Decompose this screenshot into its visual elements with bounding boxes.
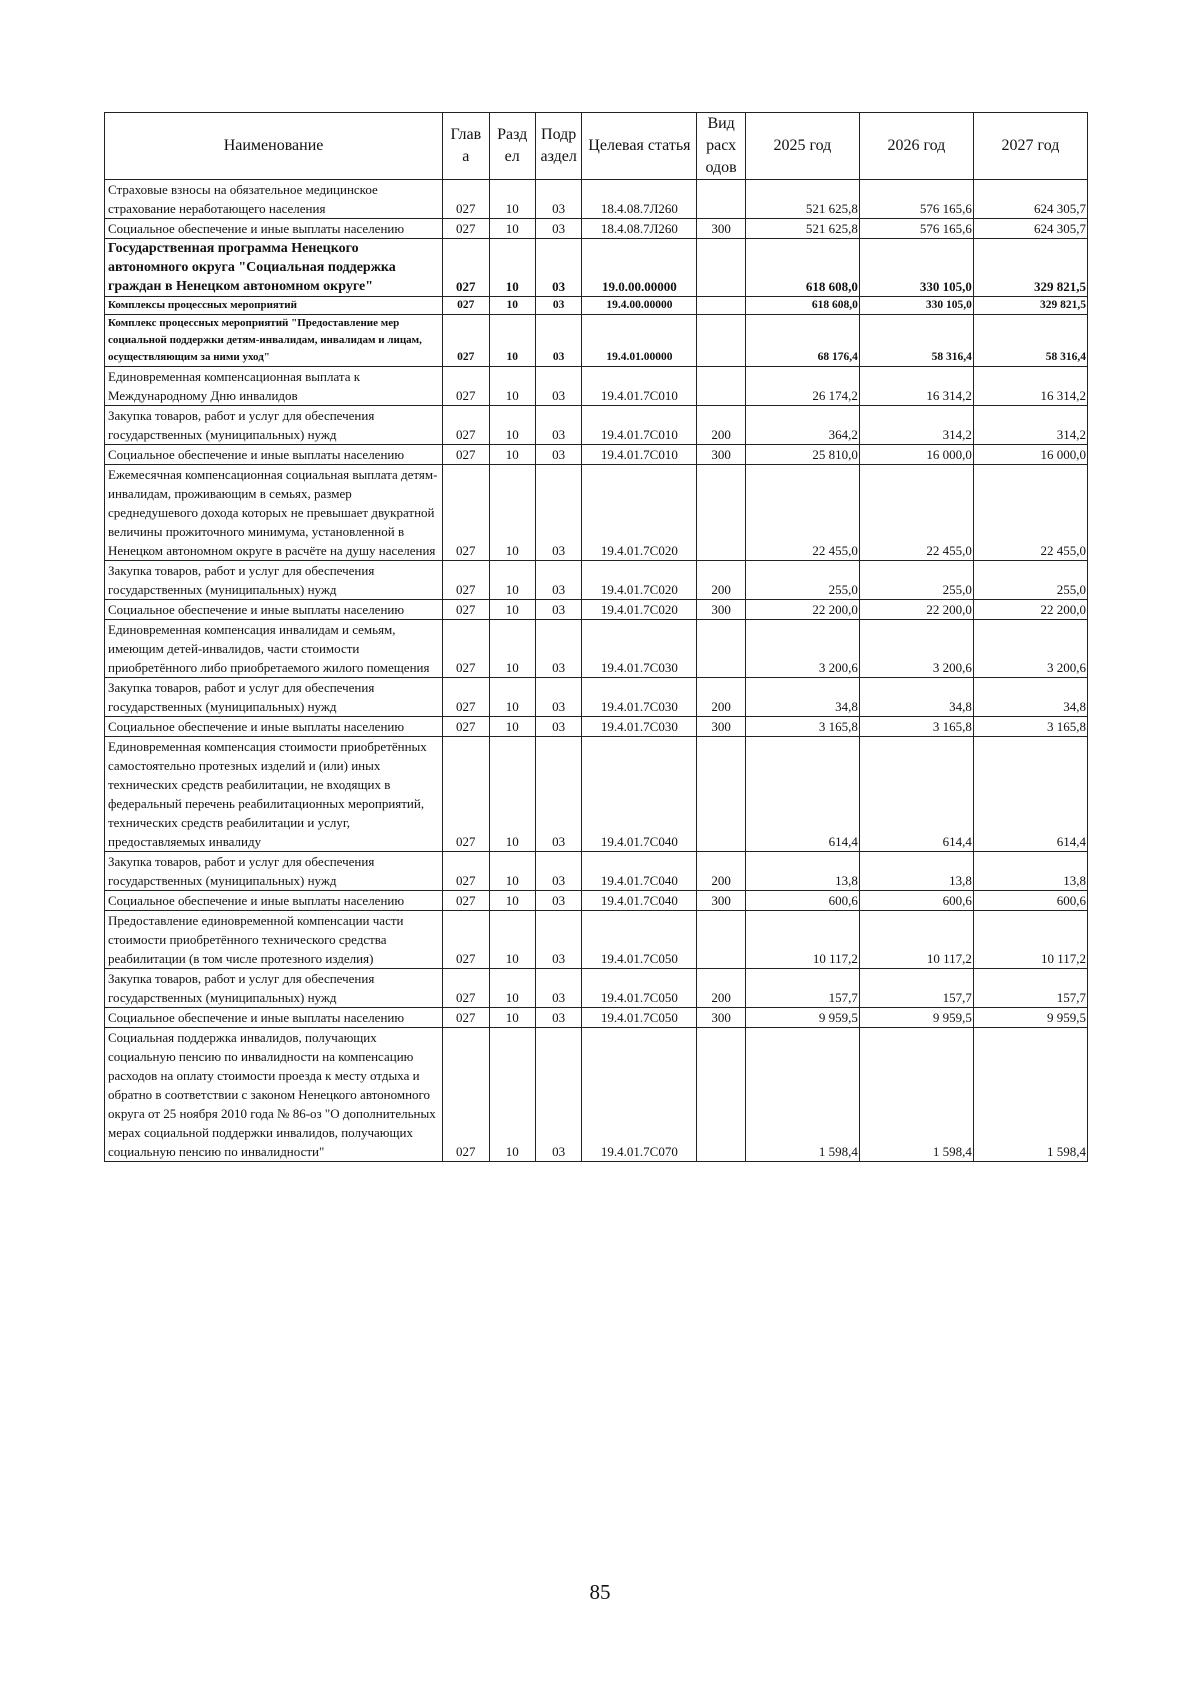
- cell-subsection: 03: [535, 737, 581, 852]
- header-2026: 2026 год: [859, 113, 973, 180]
- cell-subsection: 03: [535, 717, 581, 737]
- cell-2025: 13,8: [745, 852, 859, 891]
- cell-2026: 330 105,0: [859, 297, 973, 315]
- cell-subsection: 03: [535, 891, 581, 911]
- cell-chapter: 027: [443, 1008, 489, 1028]
- cell-target: 19.4.01.7С040: [582, 891, 697, 911]
- cell-section: 10: [489, 1008, 535, 1028]
- cell-target: 19.4.01.7С050: [582, 1008, 697, 1028]
- table-row: [105, 445, 1088, 465]
- cell-name: Социальное обеспечение и иные выплаты населению: [105, 717, 443, 737]
- cell-2025: 521 625,8: [745, 180, 859, 219]
- cell-2027: 314,2: [973, 406, 1087, 445]
- cell-subsection: 03: [535, 406, 581, 445]
- cell-2027: 329 821,5: [973, 239, 1087, 297]
- cell-2026: 3 200,6: [859, 620, 973, 678]
- cell-target: 19.4.01.7С010: [582, 445, 697, 465]
- cell-2026: 34,8: [859, 678, 973, 717]
- table-row: [105, 891, 1088, 911]
- page-number: 85: [589, 1580, 611, 1604]
- cell-kind: 300: [697, 1008, 745, 1028]
- cell-name: Закупка товаров, работ и услуг для обеспечения государственных (муниципальных) нужд: [105, 969, 443, 1008]
- cell-2026: 314,2: [859, 406, 973, 445]
- cell-name: Государственная программа Ненецкого автономного округа "Социальная поддержка граждан в Ненецком автономном округе": [105, 239, 443, 297]
- cell-kind: [697, 180, 745, 219]
- cell-target: 19.4.01.00000: [582, 315, 697, 367]
- cell-subsection: 03: [535, 1008, 581, 1028]
- table-row: [105, 297, 1088, 315]
- cell-kind: [697, 1028, 745, 1162]
- cell-2026: 16 000,0: [859, 445, 973, 465]
- cell-2025: 22 455,0: [745, 465, 859, 561]
- cell-target: 18.4.08.7Л260: [582, 219, 697, 239]
- cell-kind: [697, 239, 745, 297]
- cell-2027: 13,8: [973, 852, 1087, 891]
- cell-2025: 26 174,2: [745, 367, 859, 406]
- cell-section: 10: [489, 969, 535, 1008]
- table-row: [105, 315, 1088, 367]
- cell-section: 10: [489, 180, 535, 219]
- cell-chapter: 027: [443, 561, 489, 600]
- cell-2026: 330 105,0: [859, 239, 973, 297]
- cell-section: 10: [489, 891, 535, 911]
- cell-subsection: 03: [535, 367, 581, 406]
- cell-2025: 157,7: [745, 969, 859, 1008]
- cell-2027: 3 165,8: [973, 717, 1087, 737]
- cell-chapter: 027: [443, 600, 489, 620]
- table-row: [105, 911, 1088, 969]
- cell-2026: 1 598,4: [859, 1028, 973, 1162]
- cell-2026: 157,7: [859, 969, 973, 1008]
- cell-name: Комплекс процессных мероприятий "Предоставление мер социальной поддержки детям-инвалидам, инвалидам и лицам, осуществляющим за ними уход": [105, 315, 443, 367]
- cell-chapter: 027: [443, 219, 489, 239]
- header-name: Наименование: [105, 113, 443, 180]
- header-subsection: Подр аздел: [535, 113, 581, 180]
- cell-2025: 22 200,0: [745, 600, 859, 620]
- cell-subsection: 03: [535, 297, 581, 315]
- cell-section: 10: [489, 737, 535, 852]
- cell-target: 19.4.01.7С040: [582, 737, 697, 852]
- cell-name: Страховые взносы на обязательное медицинское страхование неработающего населения: [105, 180, 443, 219]
- cell-2025: 614,4: [745, 737, 859, 852]
- cell-2026: 22 455,0: [859, 465, 973, 561]
- header-row: [105, 113, 1088, 180]
- header-2027: 2027 год: [973, 113, 1087, 180]
- cell-2026: 22 200,0: [859, 600, 973, 620]
- cell-section: 10: [489, 367, 535, 406]
- cell-section: 10: [489, 239, 535, 297]
- cell-chapter: 027: [443, 620, 489, 678]
- cell-subsection: 03: [535, 315, 581, 367]
- cell-2026: 10 117,2: [859, 911, 973, 969]
- cell-2026: 614,4: [859, 737, 973, 852]
- cell-2025: 618 608,0: [745, 239, 859, 297]
- cell-section: 10: [489, 406, 535, 445]
- cell-section: 10: [489, 911, 535, 969]
- header-section: Разд ел: [489, 113, 535, 180]
- cell-name: Социальное обеспечение и иные выплаты населению: [105, 445, 443, 465]
- cell-kind: [697, 620, 745, 678]
- cell-name: Единовременная компенсационная выплата к Международному Дню инвалидов: [105, 367, 443, 406]
- cell-target: 19.4.01.7С050: [582, 969, 697, 1008]
- cell-2026: 3 165,8: [859, 717, 973, 737]
- cell-name: Ежемесячная компенсационная социальная выплата детям-инвалидам, проживающим в семьях, размер среднедушевого дохода которых не превышает двукратной величины прожиточного минимума, установленной в Ненецком автономном округе в расчёте на душу населения: [105, 465, 443, 561]
- cell-section: 10: [489, 620, 535, 678]
- cell-target: 19.4.00.00000: [582, 297, 697, 315]
- cell-2027: 9 959,5: [973, 1008, 1087, 1028]
- cell-name: Единовременная компенсация стоимости приобретённых самостоятельно протезных изделий и (или) иных технических средств реабилитации, не входящих в федеральный перечень реабилитационных мероприятий, технических средств реабилитации и услуг, предоставляемых инвалиду: [105, 737, 443, 852]
- cell-name: Предоставление единовременной компенсации части стоимости приобретённого технического средства реабилитации (в том числе протезного изделия): [105, 911, 443, 969]
- cell-target: 19.4.01.7С040: [582, 852, 697, 891]
- cell-chapter: 027: [443, 445, 489, 465]
- header-target: Целевая статья: [582, 113, 697, 180]
- cell-2027: 1 598,4: [973, 1028, 1087, 1162]
- cell-subsection: 03: [535, 180, 581, 219]
- cell-target: 19.4.01.7С010: [582, 406, 697, 445]
- cell-2027: 10 117,2: [973, 911, 1087, 969]
- cell-target: 19.4.01.7С020: [582, 465, 697, 561]
- table-row: [105, 969, 1088, 1008]
- cell-2026: 16 314,2: [859, 367, 973, 406]
- cell-2025: 255,0: [745, 561, 859, 600]
- cell-section: 10: [489, 219, 535, 239]
- cell-2027: 22 200,0: [973, 600, 1087, 620]
- cell-subsection: 03: [535, 445, 581, 465]
- cell-kind: [697, 737, 745, 852]
- cell-2026: 600,6: [859, 891, 973, 911]
- table-row: [105, 367, 1088, 406]
- cell-target: 19.4.01.7С050: [582, 911, 697, 969]
- cell-subsection: 03: [535, 678, 581, 717]
- cell-target: 19.4.01.7С030: [582, 717, 697, 737]
- cell-kind: 200: [697, 561, 745, 600]
- cell-kind: [697, 315, 745, 367]
- table-body: [105, 180, 1088, 1162]
- cell-2026: 58 316,4: [859, 315, 973, 367]
- cell-chapter: 027: [443, 911, 489, 969]
- cell-chapter: 027: [443, 406, 489, 445]
- cell-name: Социальное обеспечение и иные выплаты населению: [105, 891, 443, 911]
- header-2025: 2025 год: [745, 113, 859, 180]
- cell-chapter: 027: [443, 465, 489, 561]
- table-row: [105, 717, 1088, 737]
- header-kind: Вид расх одов: [697, 113, 745, 180]
- cell-2026: 576 165,6: [859, 219, 973, 239]
- cell-name: Социальное обеспечение и иные выплаты населению: [105, 219, 443, 239]
- cell-kind: [697, 465, 745, 561]
- table-row: [105, 737, 1088, 852]
- cell-target: 19.4.01.7С030: [582, 620, 697, 678]
- cell-chapter: 027: [443, 1028, 489, 1162]
- cell-target: 19.0.00.00000: [582, 239, 697, 297]
- table-row: [105, 561, 1088, 600]
- cell-subsection: 03: [535, 600, 581, 620]
- cell-name: Комплексы процессных мероприятий: [105, 297, 443, 315]
- cell-2026: 9 959,5: [859, 1008, 973, 1028]
- cell-2027: 614,4: [973, 737, 1087, 852]
- cell-name: Социальная поддержка инвалидов, получающих социальную пенсию по инвалидности на компенсацию расходов на оплату стоимости проезда к месту отдыха и обратно в соответствии с законом Ненецкого автономного округа от 25 ноября 2010 года № 86-оз "О дополнительных мерах социальной поддержки инвалидов, получающих социальную пенсию по инвалидности": [105, 1028, 443, 1162]
- cell-2027: 3 200,6: [973, 620, 1087, 678]
- cell-kind: 300: [697, 445, 745, 465]
- cell-subsection: 03: [535, 852, 581, 891]
- cell-2027: 157,7: [973, 969, 1087, 1008]
- cell-target: 19.4.01.7С020: [582, 561, 697, 600]
- cell-subsection: 03: [535, 561, 581, 600]
- cell-2027: 58 316,4: [973, 315, 1087, 367]
- table-row: [105, 219, 1088, 239]
- cell-target: 19.4.01.7С020: [582, 600, 697, 620]
- cell-chapter: 027: [443, 852, 489, 891]
- cell-2025: 1 598,4: [745, 1028, 859, 1162]
- cell-section: 10: [489, 315, 535, 367]
- cell-2025: 68 176,4: [745, 315, 859, 367]
- cell-target: 19.4.01.7С010: [582, 367, 697, 406]
- table-row: [105, 239, 1088, 297]
- cell-chapter: 027: [443, 737, 489, 852]
- cell-chapter: 027: [443, 717, 489, 737]
- cell-section: 10: [489, 717, 535, 737]
- cell-name: Социальное обеспечение и иные выплаты населению: [105, 1008, 443, 1028]
- cell-2025: 364,2: [745, 406, 859, 445]
- cell-name: Социальное обеспечение и иные выплаты населению: [105, 600, 443, 620]
- cell-kind: [697, 911, 745, 969]
- cell-section: 10: [489, 1028, 535, 1162]
- cell-section: 10: [489, 600, 535, 620]
- table-row: [105, 678, 1088, 717]
- cell-2027: 600,6: [973, 891, 1087, 911]
- cell-kind: 300: [697, 717, 745, 737]
- cell-subsection: 03: [535, 911, 581, 969]
- cell-chapter: 027: [443, 315, 489, 367]
- cell-2025: 34,8: [745, 678, 859, 717]
- cell-chapter: 027: [443, 367, 489, 406]
- cell-kind: 300: [697, 600, 745, 620]
- cell-2026: 13,8: [859, 852, 973, 891]
- table-row: [105, 1008, 1088, 1028]
- cell-2027: 16 314,2: [973, 367, 1087, 406]
- cell-2025: 3 165,8: [745, 717, 859, 737]
- cell-chapter: 027: [443, 678, 489, 717]
- cell-section: 10: [489, 561, 535, 600]
- cell-kind: 200: [697, 852, 745, 891]
- cell-name: Закупка товаров, работ и услуг для обеспечения государственных (муниципальных) нужд: [105, 678, 443, 717]
- cell-chapter: 027: [443, 969, 489, 1008]
- cell-2026: 576 165,6: [859, 180, 973, 219]
- cell-2027: 624 305,7: [973, 180, 1087, 219]
- cell-2027: 255,0: [973, 561, 1087, 600]
- cell-subsection: 03: [535, 465, 581, 561]
- cell-chapter: 027: [443, 180, 489, 219]
- cell-subsection: 03: [535, 620, 581, 678]
- budget-table: [104, 112, 1088, 1162]
- cell-2027: 624 305,7: [973, 219, 1087, 239]
- cell-name: Закупка товаров, работ и услуг для обеспечения государственных (муниципальных) нужд: [105, 406, 443, 445]
- cell-section: 10: [489, 852, 535, 891]
- table-row: [105, 406, 1088, 445]
- cell-2027: 22 455,0: [973, 465, 1087, 561]
- cell-section: 10: [489, 297, 535, 315]
- cell-2027: 329 821,5: [973, 297, 1087, 315]
- cell-target: 19.4.01.7С070: [582, 1028, 697, 1162]
- cell-kind: [697, 367, 745, 406]
- cell-2025: 9 959,5: [745, 1008, 859, 1028]
- cell-section: 10: [489, 465, 535, 561]
- cell-kind: 300: [697, 891, 745, 911]
- cell-kind: 200: [697, 678, 745, 717]
- cell-subsection: 03: [535, 1028, 581, 1162]
- cell-2027: 34,8: [973, 678, 1087, 717]
- cell-name: Закупка товаров, работ и услуг для обеспечения государственных (муниципальных) нужд: [105, 561, 443, 600]
- table-row: [105, 620, 1088, 678]
- cell-target: 18.4.08.7Л260: [582, 180, 697, 219]
- cell-section: 10: [489, 678, 535, 717]
- cell-section: 10: [489, 445, 535, 465]
- cell-kind: [697, 297, 745, 315]
- cell-2025: 600,6: [745, 891, 859, 911]
- table-row: [105, 1028, 1088, 1162]
- table-row: [105, 465, 1088, 561]
- cell-name: Закупка товаров, работ и услуг для обеспечения государственных (муниципальных) нужд: [105, 852, 443, 891]
- cell-2026: 255,0: [859, 561, 973, 600]
- cell-target: 19.4.01.7С030: [582, 678, 697, 717]
- cell-2025: 25 810,0: [745, 445, 859, 465]
- cell-kind: 200: [697, 406, 745, 445]
- cell-chapter: 027: [443, 239, 489, 297]
- cell-subsection: 03: [535, 239, 581, 297]
- header-chapter: Глав а: [443, 113, 489, 180]
- cell-chapter: 027: [443, 297, 489, 315]
- cell-2025: 10 117,2: [745, 911, 859, 969]
- cell-2027: 16 000,0: [973, 445, 1087, 465]
- table-row: [105, 852, 1088, 891]
- table-row: [105, 180, 1088, 219]
- cell-name: Единовременная компенсация инвалидам и семьям, имеющим детей-инвалидов, части стоимости приобретённого либо приобретаемого жилого помещения: [105, 620, 443, 678]
- cell-2025: 618 608,0: [745, 297, 859, 315]
- cell-chapter: 027: [443, 891, 489, 911]
- table-row: [105, 600, 1088, 620]
- cell-2025: 3 200,6: [745, 620, 859, 678]
- cell-2025: 521 625,8: [745, 219, 859, 239]
- cell-subsection: 03: [535, 969, 581, 1008]
- cell-kind: 300: [697, 219, 745, 239]
- cell-subsection: 03: [535, 219, 581, 239]
- cell-kind: 200: [697, 969, 745, 1008]
